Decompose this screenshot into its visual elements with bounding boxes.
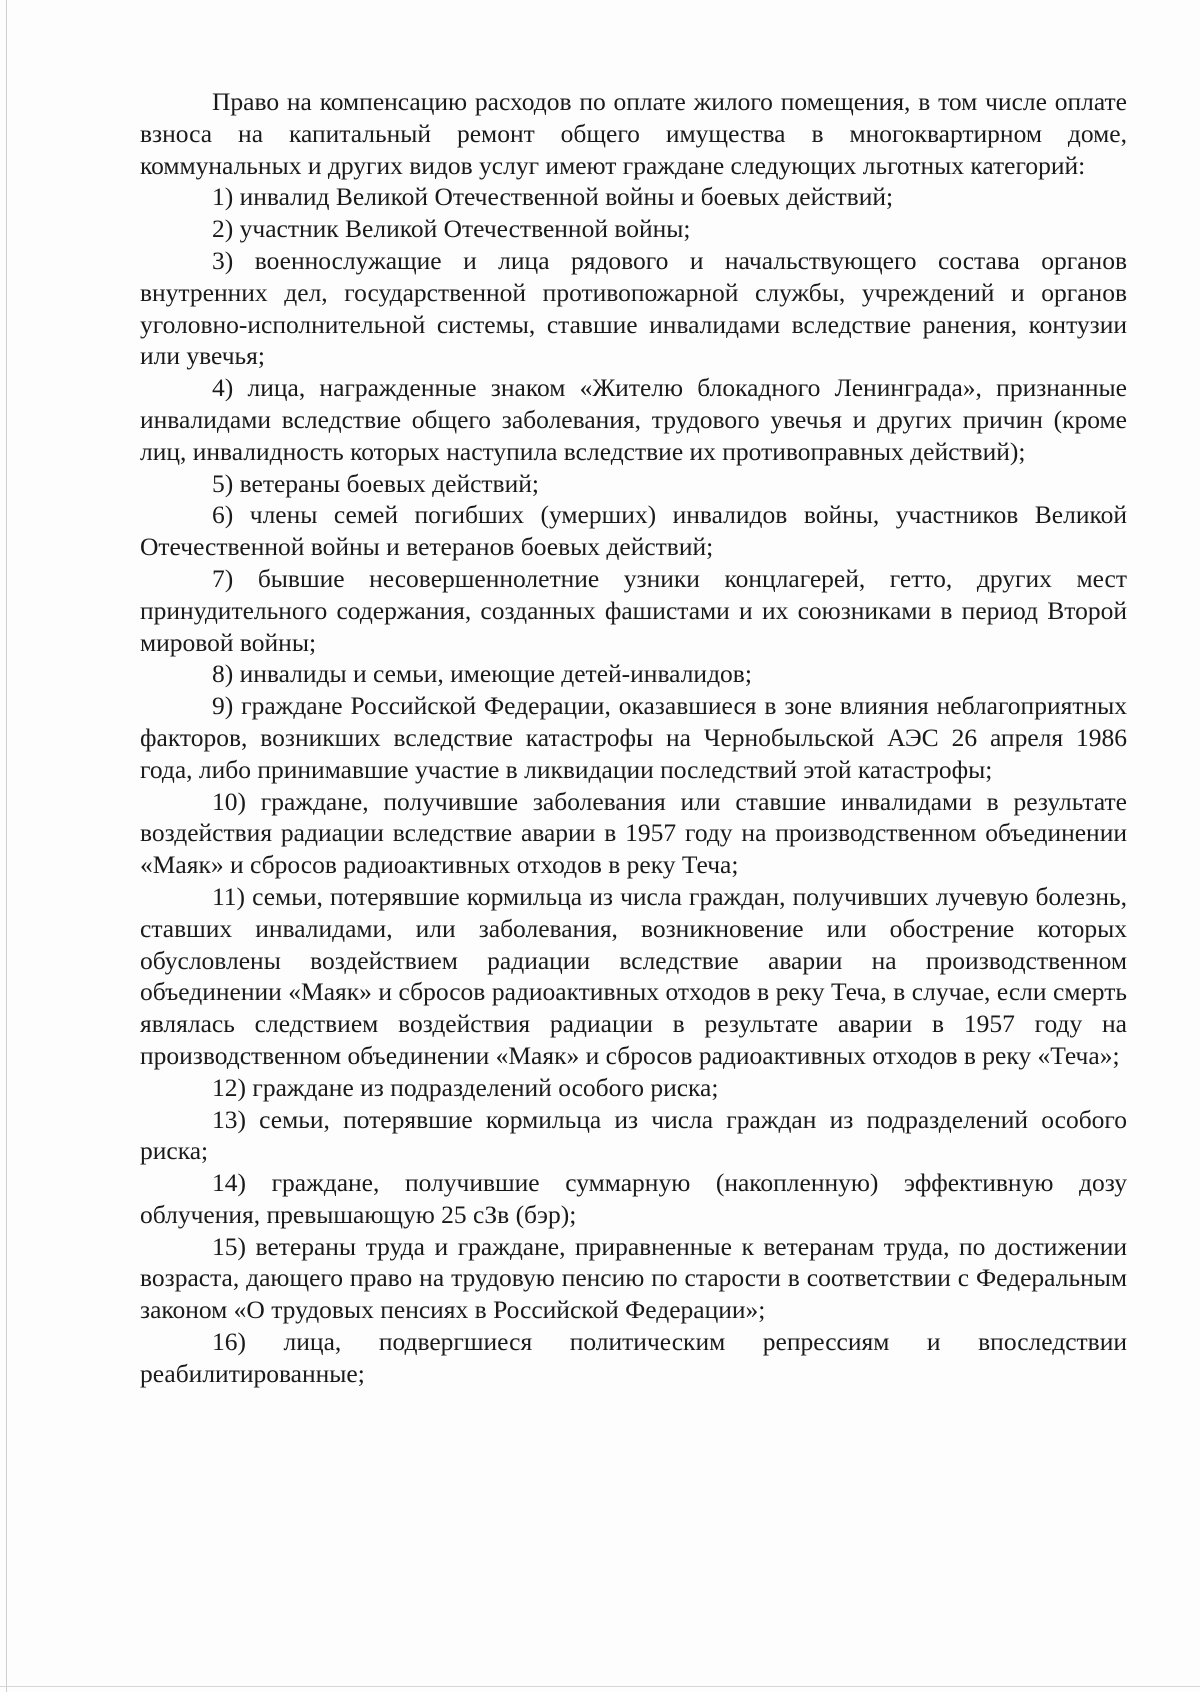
list-item-14: 14) граждане, получившие суммарную (накопленную) эффективную дозу облучения, превышающую 25 сЗв (бэр); [140,1168,1127,1229]
list-item-13: 13) семьи, потерявшие кормильца из числа граждан из подразделений особого риска; [140,1104,1127,1166]
scan-edge-line [6,0,7,1692]
list-item-1: 1) инвалид Великой Отечественной войны и боевых действий; [212,182,894,212]
list-item-11: 11) семьи, потерявшие кормильца из числа граждан, получивших лучевую болезнь, ставших инвалидами, или заболевания, возникновение или обострение которых обусловлены воздействием радиации вследствие аварии на производственном объединении «Маяк» и сбросов радиоактивных отходов в реку Теча, в случае, если смерть являлась следствием воздействия радиации в результате аварии в 1957 году на производственном объединении «Маяк» и сбросов радиоактивных отходов в реку «Теча»; [140,881,1127,1070]
list-item-12: 12) граждане из подразделений особого риска; [212,1072,719,1102]
list-item-16: 16) лица, подвергшиеся политическим репрессиям и впоследствии реабилитированные; [140,1327,1127,1388]
intro-paragraph: Право на компенсацию расходов по оплате жилого помещения, в том числе оплате взноса на капитальный ремонт общего имущества в многоквартирном доме, коммунальных и других видов услуг имеют граждане следующих льготных категорий: [140,87,1127,180]
scan-bottom-line [0,1686,1200,1687]
list-item-10: 10) граждане, получившие заболевания или ставшие инвалидами в результате воздействия радиации вследствие аварии в 1957 году на производственном объединении «Маяк» и сбросов радиоактивных отходов в реку Теча; [140,786,1127,880]
list-item-4: 4) лица, награжденные знаком «Жителю блокадного Ленинграда», признанные инвалидами вследствие общего заболевания, трудового увечья и других причин (кроме лиц, инвалидность которых наступила вследствие их противоправных действий); [140,373,1127,466]
list-item-9: 9) граждане Российской Федерации, оказавшиеся в зоне влияния неблагоприятных факторов, возникших вследствие катастрофы на Чернобыльской АЭС 26 апреля 1986 года, либо принимавшие участие в ликвидации последствий этой катастрофы; [140,691,1127,784]
list-item-15: 15) ветераны труда и граждане, приравненные к ветеранам труда, по достижении возраста, дающего право на трудовую пенсию по старости в соответствии с Федеральным законом «О трудовых пенсиях в Российской Федерации»; [140,1231,1127,1325]
list-item-6: 6) члены семей погибших (умерших) инвалидов войны, участников Великой Отечественной войны и ветеранов боевых действий; [140,500,1127,562]
list-item-7: 7) бывшие несовершеннолетние узники концлагерей, гетто, других мест принудительного содержания, созданных фашистами и их союзниками в период Второй мировой войны; [140,563,1127,657]
list-item-5: 5) ветераны боевых действий; [212,468,539,498]
list-item-2: 2) участник Великой Отечественной войны; [212,214,691,244]
list-item-8: 8) инвалиды и семьи, имеющие детей-инвалидов; [212,659,752,689]
list-item-3: 3) военнослужащие и лица рядового и начальствующего состава органов внутренних дел, государственной противопожарной службы, учреждений и органов уголовно-исполнительной системы, ставшие инвалидами вследствие ранения, контузии или увечья; [140,245,1127,371]
document-body [140,86,1127,1390]
